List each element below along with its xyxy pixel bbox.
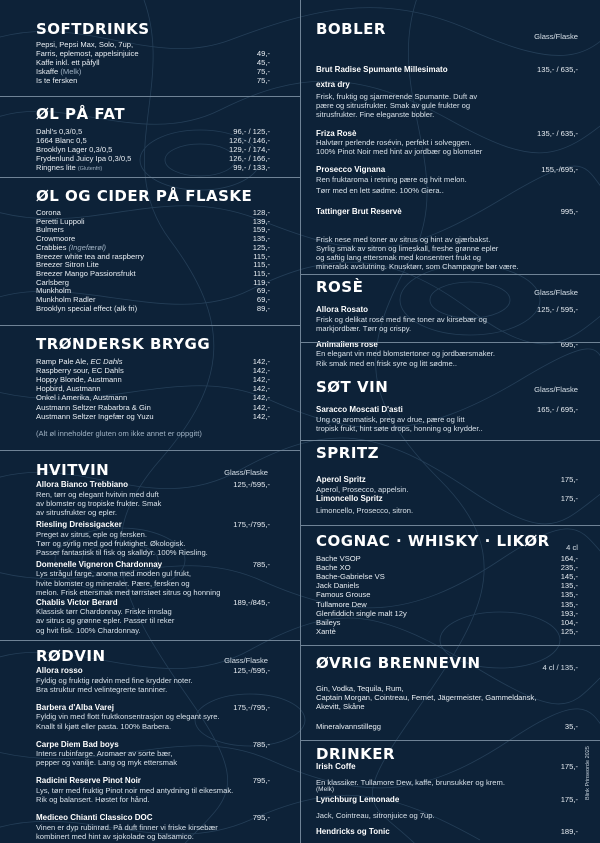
list-item: Jack Daniels 135,- [316, 581, 578, 591]
wine-item: Animaliens rose 695,- En elegant vin med blomstertoner og jordbærsmaker. Rik smak med en frisk syre og litt sødme.. [316, 339, 578, 368]
list-item: Ramp Pale Ale, EC Dahls 142,- [36, 357, 270, 366]
list-item: Carlsberg 119,- [36, 277, 270, 287]
wine-item: Riesling Dreissigacker 175,-/795,- Preget av sitrus, eple og fersken. Tørr og syrlig med god fruktighet. Økologisk. Passer fantastisk til fisk og skalldyr. 100% Riesling. [36, 519, 270, 557]
list-item: Iskaffe (Melk) 75,- [36, 67, 270, 77]
list-item: Mineralvannstillegg 35,- [316, 722, 578, 732]
column-label: Glass/Flaske [534, 385, 578, 394]
column-label: 4 cl [566, 543, 578, 552]
list-item: Baileys 104,- [316, 617, 578, 627]
list-item: Crabbies (Ingefærøl) 125,- [36, 242, 270, 252]
list-item: Bulmers 159,- [36, 225, 270, 235]
list-item: Peretti Luppoli 139,- [36, 216, 270, 226]
list-item: Xantè 125,- [316, 626, 578, 636]
drink-item: Hendricks og Tonic 189,- [316, 826, 578, 836]
section-title: SOFTDRINKS [36, 20, 150, 38]
wine-item: Allora Bianco Trebbiano 125,-/595,- Ren, tørr og elegant hvitvin med duft av blomster og tropiske frukter. Smak av sitrusfrukter og epler. [36, 480, 270, 517]
column-label: Glass/Flaske [534, 32, 578, 41]
ol-cider-section [0, 177, 300, 325]
list-item: Munkholm Radler 69,- [36, 295, 270, 305]
list-item: Crowmoore 135,- [36, 234, 270, 244]
list-item: Breezer Mango Passionsfrukt 115,- [36, 269, 270, 279]
section-title: COGNAC · WHISKY · LIKØR [316, 532, 550, 550]
list-item: Kaffe inkl. ett påfyll 45,- [36, 58, 270, 68]
drink-item: Irish Coffe 175,- En klassiker. Tullamore Dew, kaffe, brunsukker og krem. (Melk) [316, 762, 578, 793]
drinker-section [300, 740, 600, 843]
wine-item: Prosecco Vignana 155,-/695,- Ren fruktaroma i retning pære og hvit melon. Tørr med en lett sødme. 100% Giera.. [316, 165, 578, 196]
list-item: Bache XO 235,- [316, 563, 578, 573]
list-item: Frydenlund Juicy Ipa 0,3/0,5 126,- / 166,- [36, 154, 270, 164]
list-item: Brooklyn special effect (alk fri) 89,- [36, 303, 270, 313]
wine-item: Chablis Victor Berard 189,-/845,- Klassisk tørr Chardonnay. Friske innslag av sitrus og grønne epler. Passer til reker og hvit fisk. 100% Chardonnay. [36, 597, 270, 635]
sotvin-section [300, 339, 600, 440]
section-title: DRINKER [316, 745, 396, 763]
gluten-footnote: (Alt øl inneholder gluten om ikke annet er oppgitt) [36, 428, 202, 438]
section-title: SPRITZ [316, 444, 380, 462]
list-item: Glenfiddich single malt 12y 193,- [316, 608, 578, 618]
section-title: ØVRIG BRENNEVIN [316, 654, 481, 672]
list-item: Tullamore Dew 135,- [316, 599, 578, 609]
wine-item: Allora rosso 125,-/595,- Fyldig og fruktig rødvin med fine krydder noter. Bra struktur med velintegrerte tanniner. [36, 666, 270, 694]
wine-item: Mediceo Chianti Classico DOC 795,- Vinen er dyp rubinrød. På duft finner vi friske kirsebær kombinert med hint av sjokolade og balsamico. [36, 813, 270, 841]
rodvin-section [0, 640, 300, 843]
list-item: Bache-Gabrielse VS 145,- [316, 572, 578, 582]
list-item: Ringnes lite (Glutenfri) 99,- / 133,- [36, 163, 270, 173]
list-item: Dahl's 0,3/0,5 96,- / 125,- [36, 127, 270, 136]
column-label: Glass/Flaske [224, 656, 268, 665]
wine-item: Domenelle Vigneron Chardonnay 785,- Lys strågul farge, aroma med moden gul frukt, hvite blomster og mineraler. Pære, fersken og melon. Frisk ettersmak med tørrstøet sitrus og honning [36, 559, 270, 597]
ol-pa-fat-section [0, 96, 300, 176]
section-title: ØL PÅ FAT [36, 105, 126, 123]
column-label: Glass/Flaske [224, 468, 268, 477]
list-item: Raspberry sour, EC Dahls 142,- [36, 366, 270, 376]
list-item: Austmann Seltzer Ingefær og Yuzu 142,- [36, 411, 270, 421]
trondersk-section [0, 325, 300, 450]
wine-item: Radicini Reserve Pinot Noir 795,- Lys, tørr med fruktig Pinot noir med antydning til eikesmak. Rik og balansert. Høstet for hånd. [36, 776, 270, 805]
list-item: Austmann Seltzer Rabarbra & Gin 142,- [36, 402, 270, 412]
spritz-section [300, 440, 600, 525]
list-item: Bache VSOP 164,- [316, 554, 578, 563]
hvitvin-section [0, 450, 300, 640]
spirits-line: Captain Morgan, Cointreau, Fernet, Jägermeister, Gammeldansk, [316, 693, 537, 703]
spirits-line: Gin, Vodka, Tequila, Rum, [316, 684, 404, 693]
section-title: SØT VIN [316, 378, 389, 396]
rose-section [300, 274, 600, 368]
list-item: Hopbird, Austmann 142,- [36, 384, 270, 394]
cognac-section [300, 525, 600, 645]
wine-item: Brut Radise Spumante Millesimato 135,- / 635,- extra dry Frisk, fruktig og sjarmerende Spumante. Duft av pære og sitrusfrukter. Smak av gule frukter og sitrusfrukter. Fine eleganste bobler. [316, 65, 578, 120]
list-item: Farris, eplemost, appelsinjuice 49,- [36, 49, 270, 59]
wine-item: Barbera d'Alba Varej 175,-/795,- Fyldig vin med flott fruktkonsentrasjon og elegant syre. Knallt til kjøtt eller pasta. 100% Barbera. [36, 702, 270, 731]
section-title: BOBLER [316, 20, 386, 38]
list-item: Famous Grouse 135,- [316, 590, 578, 600]
list-item: Pepsi, Pepsi Max, Solo, 7up, [36, 40, 134, 49]
wine-item: Saracco Moscati D'asti 165,- / 695,- Ung og aromatisk, preg av drue, pære og litt tropisk frukt, hint søte drops, honning og krydder.. [316, 405, 578, 433]
list-item: Breezer Sitron Lite 115,- [36, 260, 270, 270]
list-item: Onkel i Amerika, Austmann 142,- [36, 393, 270, 403]
wine-item: Tattinger Brut Reservè 995,- Frisk nese med toner av sitrus og hint av gjærbakst. Syrlig smak av sitron og limeskall, freshe grønne epler og saftig lang ettersmak med konsentrert frukt og mineralsk avslutning. Knusktørr, som Champagne bør være. [316, 207, 578, 272]
list-item: Hoppy Blonde, Austmann 142,- [36, 375, 270, 385]
wine-item: Friza Rosè 135,- / 635,- Halvtørr perlende rosévin, perfekt i solveggen. 100% Pinot Noir med hint av jordbær og blomster [316, 128, 578, 157]
wine-item: Allora Rosato 125,- / 595,- Frisk og delikat rosé med fine toner av kirsebær og markjordbær. Tørr og crispy. [316, 305, 578, 333]
list-item: Breezer white tea and raspberry 115,- [36, 251, 270, 261]
column-label: Glass/Flaske [534, 288, 578, 297]
section-title: ROSÈ [316, 278, 364, 296]
list-item: Is te fersken 75,- [36, 76, 270, 86]
drink-item: Limoncello Spritz 175,- Limoncello, Prosecco, sitron. [316, 493, 578, 516]
list-item: Corona 128,- [36, 208, 270, 217]
spirits-line: Akevitt, Skåne [316, 702, 365, 712]
section-title: HVITVIN [36, 461, 110, 479]
section-title: RØDVIN [36, 647, 106, 665]
softdrinks-section [0, 22, 300, 96]
section-title: TRØNDERSK BRYGG [36, 335, 211, 353]
section-title: ØL OG CIDER PÅ FLASKE [36, 187, 253, 205]
design-credit: Blink Prinseorde 2025 [585, 746, 591, 800]
drink-item: Lynchburg Lemonade 175,- Jack, Cointreau, sitronjuice og 7up. [316, 795, 578, 820]
drink-item: Aperol Spritz 175,- Aperol, Prosecco, appelsin. [316, 475, 578, 494]
wine-item: Carpe Diem Bad boys 785,- Intens rubinfarge. Aromaer av sorte bær, pepper og vanilje. Lang og myk ettersmak [36, 739, 270, 768]
list-item: 1664 Blanc 0,5 126,- / 146,- [36, 136, 270, 146]
bobler-section [300, 22, 600, 274]
brennevin-section [300, 645, 600, 740]
list-item: Brooklyn Lager 0,3/0,5 129,- / 174,- [36, 145, 270, 155]
list-item: Munkholm 69,- [36, 286, 270, 296]
column-label: 4 cl / 135,- [542, 663, 578, 672]
